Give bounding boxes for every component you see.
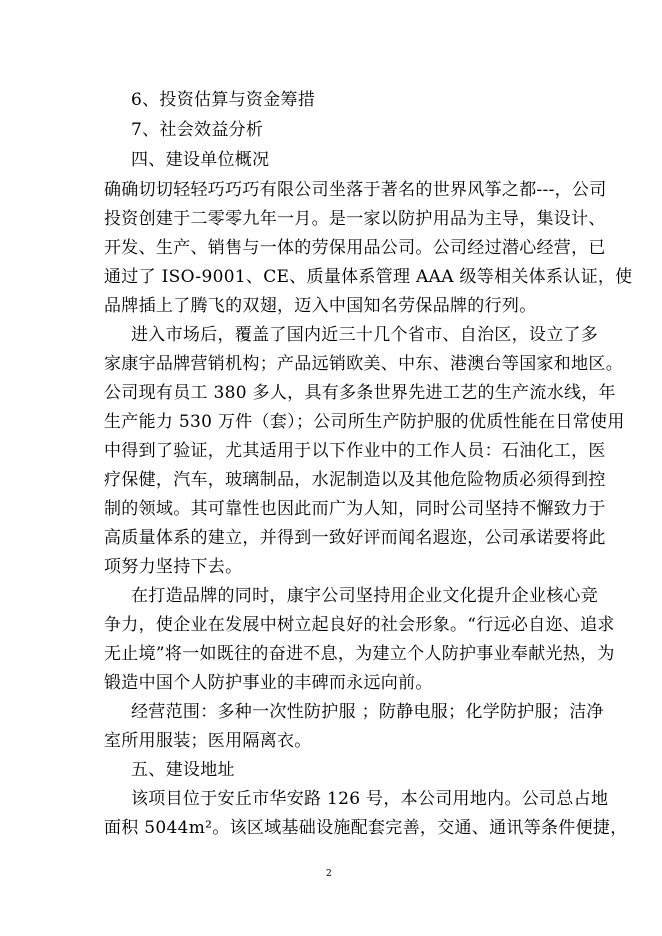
paragraph-line: 公司现有员工 380 多人，具有多条世界先进工艺的生产流水线，年 [104, 383, 616, 403]
paragraph-line: 该项目位于安丘市华安路 126 号，本公司用地内。公司总占地 [131, 789, 609, 809]
paragraph-line: 锻造中国个人防护事业的丰碑而永远向前。 [104, 673, 433, 693]
page-number: 2 [326, 869, 332, 879]
paragraph-line: 确确切切轻轻巧巧巧有限公司坐落于著名的世界风筝之都---，公司 [104, 180, 607, 200]
paragraph-line: 高质量体系的建立，并得到一致好评而闻名遐迩，公司承诺要将此 [104, 528, 606, 548]
paragraph-line: 项努力坚持下去。 [104, 557, 243, 577]
business-scope-line: 室所用服装；医用隔离衣。 [104, 731, 312, 751]
paragraph-line: 进入市场后，覆盖了国内近三十几个省市、自治区，设立了多 [131, 325, 599, 345]
paragraph-line: 无止境”将一如既往的奋进不息，为建立个人防护事业奉献光热，为 [104, 644, 615, 664]
paragraph-line: 通过了 ISO-9001、CE、质量体系管理 AAA 级等相关体系认证，使 [104, 267, 633, 287]
paragraph-line: 制的领域。其可靠性也因此而广为人知，同时公司坚持不懈致力于 [104, 499, 606, 519]
outline-item-6: 6、投资估算与资金筹措 [131, 90, 316, 110]
paragraph-line: 中得到了验证，尤其适用于以下作业中的工作人员：石油化工，医 [104, 441, 606, 461]
business-scope-line: 经营范围：多种一次性防护服 ；防静电服；化学防护服；洁净 [131, 702, 604, 722]
paragraph-line: 争力，使企业在发展中树立起良好的社会形象。“行远必自迩、追求 [104, 615, 615, 635]
paragraph-line: 面积 5044m²。该区域基础设施配套完善，交通、通讯等条件便捷， [104, 818, 628, 838]
outline-item-7: 7、社会效益分析 [131, 120, 264, 140]
paragraph-line: 投资创建于二零零九年一月。是一家以防护用品为主导，集设计、 [104, 209, 606, 229]
section-heading-5: 五、建设地址 [131, 760, 235, 780]
paragraph-line: 开发、生产、销售与一体的劳保用品公司。公司经过潜心经营，已 [104, 238, 606, 258]
paragraph-line: 家康宇品牌营销机构；产品远销欧美、中东、港澳台等国家和地区。 [104, 354, 623, 374]
section-heading-4: 四、建设单位概况 [131, 150, 270, 170]
paragraph-line: 在打造品牌的同时，康宇公司坚持用企业文化提升企业核心竞 [131, 586, 599, 606]
paragraph-line: 生产能力 530 万件（套）；公司所生产防护服的优质性能在日常使用 [104, 412, 625, 432]
paragraph-line: 疗保健，汽车，玻璃制品，水泥制造以及其他危险物质必须得到控 [104, 470, 606, 490]
paragraph-line: 品牌插上了腾飞的双翅，迈入中国知名劳保品牌的行列。 [104, 296, 537, 316]
